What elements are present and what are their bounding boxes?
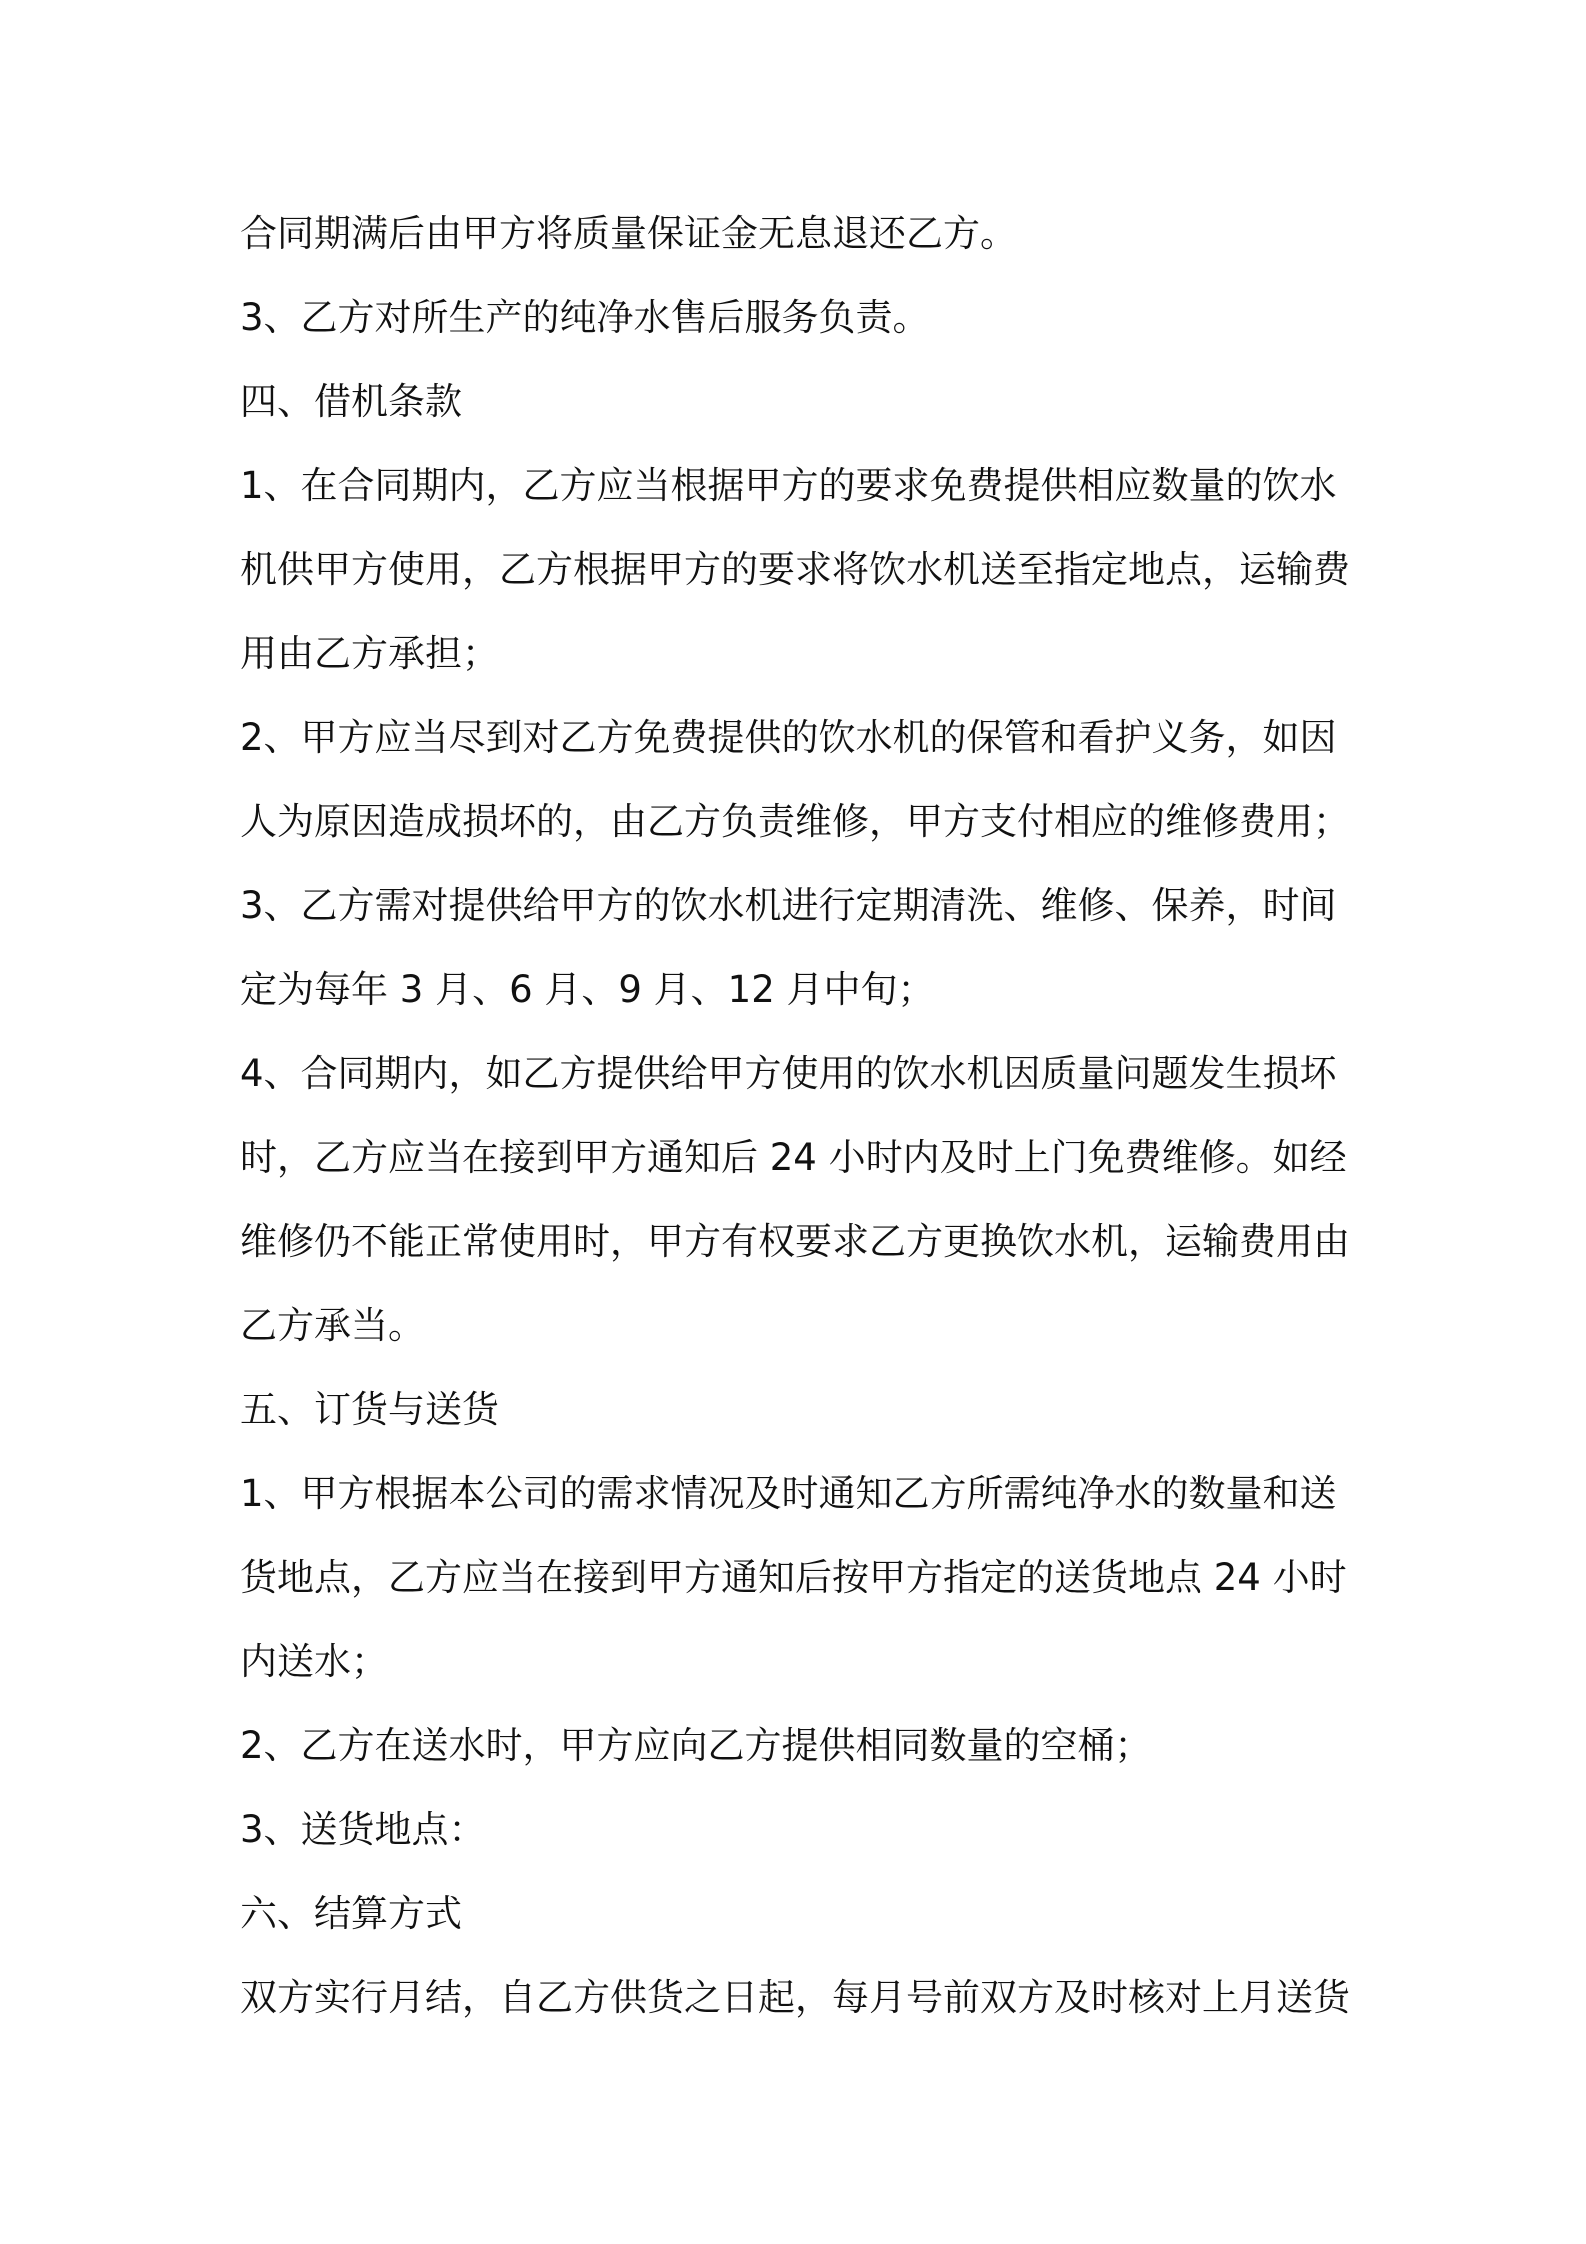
- text-line: 时，乙方应当在接到甲方通知后 24 小时内及时上门免费维修。如经: [240, 1136, 1347, 1179]
- text-line: 1、甲方根据本公司的需求情况及时通知乙方所需纯净水的数量和送: [240, 1472, 1337, 1515]
- text-line: 用由乙方承担；: [240, 632, 499, 675]
- text-line: 货地点，乙方应当在接到甲方通知后按甲方指定的送货地点 24 小时: [240, 1556, 1347, 1599]
- section-heading: 四、借机条款: [240, 380, 462, 423]
- text-line: 双方实行月结，自乙方供货之日起，每月号前双方及时核对上月送货: [240, 1976, 1350, 2019]
- text-line: 人为原因造成损坏的，由乙方负责维修，甲方支付相应的维修费用；: [240, 800, 1350, 843]
- text-line: 定为每年 3 月、6 月、9 月、12 月中旬；: [240, 968, 935, 1011]
- text-line: 2、甲方应当尽到对乙方免费提供的饮水机的保管和看护义务，如因: [240, 716, 1337, 759]
- text-line: 内送水；: [240, 1640, 388, 1683]
- text-line: 合同期满后由甲方将质量保证金无息退还乙方。: [240, 212, 1017, 255]
- text-line: 机供甲方使用，乙方根据甲方的要求将饮水机送至指定地点，运输费: [240, 548, 1350, 591]
- section-heading: 五、订货与送货: [240, 1388, 499, 1431]
- text-line: 维修仍不能正常使用时，甲方有权要求乙方更换饮水机，运输费用由: [240, 1220, 1350, 1263]
- text-line: 1、在合同期内，乙方应当根据甲方的要求免费提供相应数量的饮水: [240, 464, 1337, 507]
- text-line: 2、乙方在送水时，甲方应向乙方提供相同数量的空桶；: [240, 1724, 1152, 1767]
- text-line: 3、乙方对所生产的纯净水售后服务负责。: [240, 296, 930, 339]
- document-body: [240, 192, 1355, 2040]
- text-line: 3、乙方需对提供给甲方的饮水机进行定期清洗、维修、保养，时间: [240, 884, 1337, 927]
- text-line: 4、合同期内，如乙方提供给甲方使用的饮水机因质量问题发生损坏: [240, 1052, 1337, 1095]
- text-line: 乙方承当。: [240, 1304, 425, 1347]
- text-line: 3、送货地点：: [240, 1808, 486, 1851]
- section-heading: 六、结算方式: [240, 1892, 462, 1935]
